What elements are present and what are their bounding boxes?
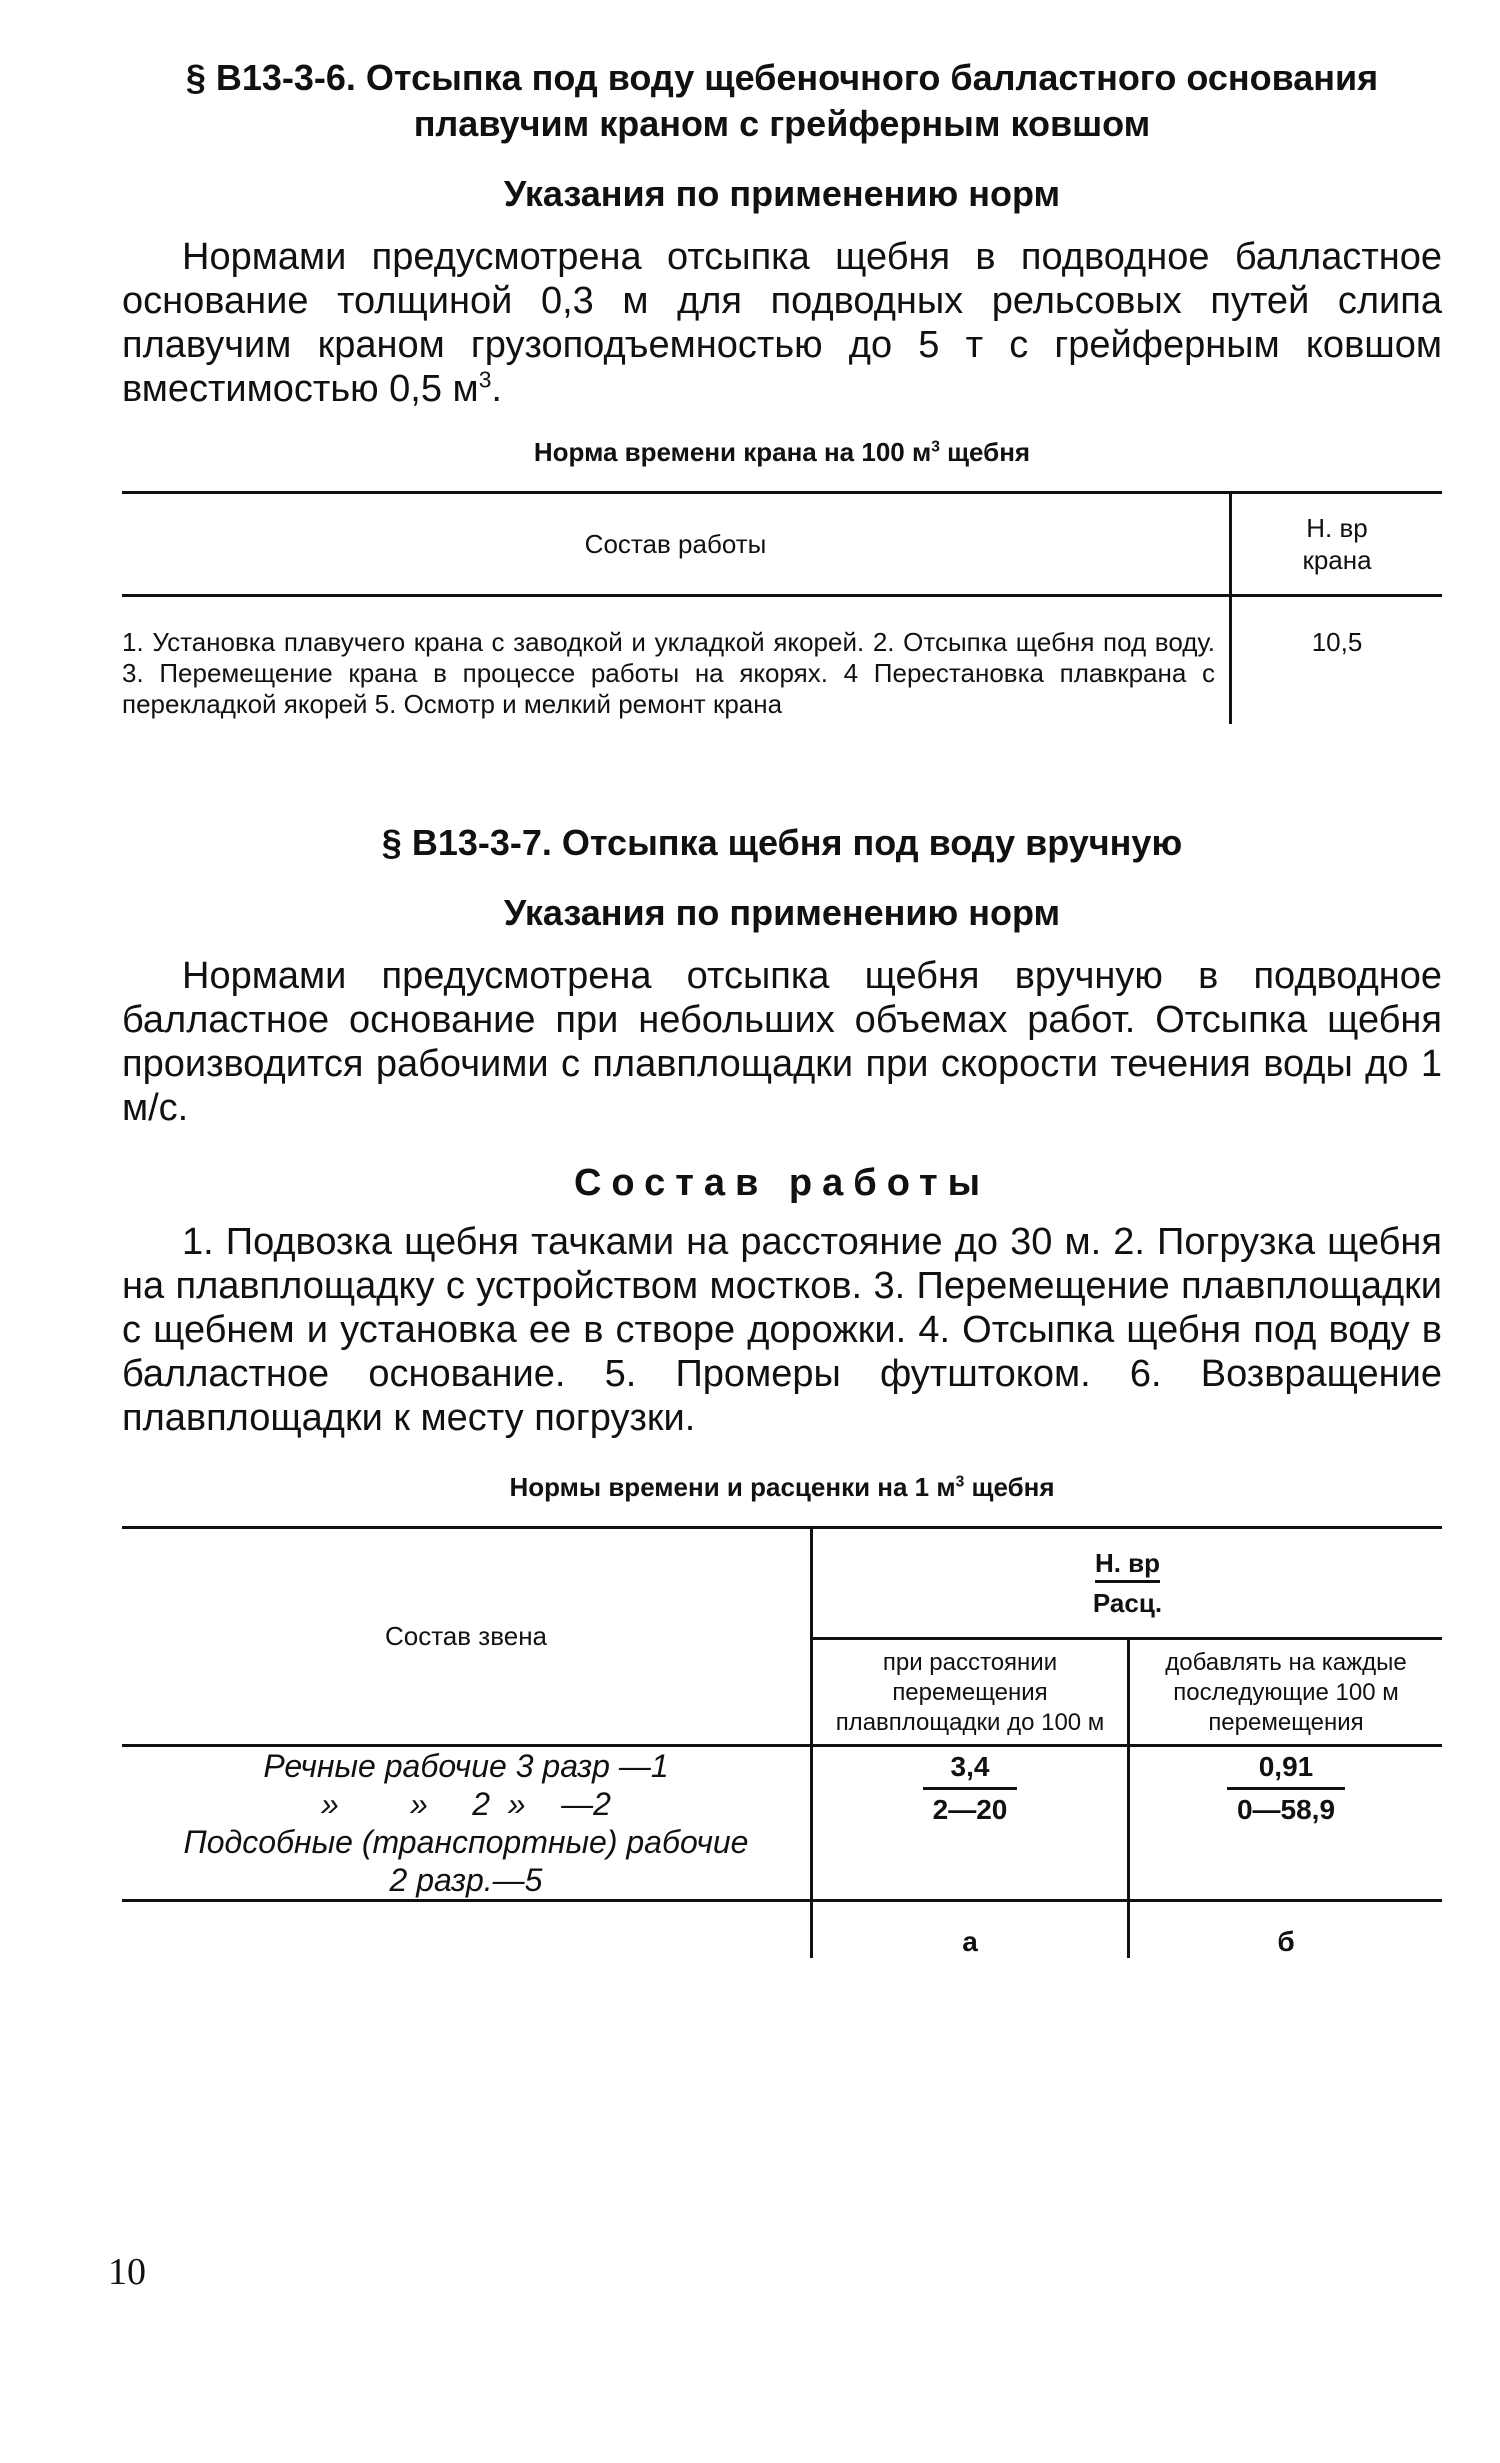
work-heading: Состав работы [573, 1162, 991, 1204]
work-composition-cell: 1. Установка плавучего крана с заводкой и укладкой якорей. 2. Отсыпка щебня под воду. 3. Перемещение крана в процессе работы на якорях. 4 Перестановка плавкрана с перекладкой якорей 5. Осмотр и мелкий ремонт крана [122, 596, 1231, 725]
value-b-cell: $\frac{0,91}{0—58,9}$ [1129, 1746, 1443, 1901]
table1-caption: Норма времени крана на 100 $м^3$ щебня [533, 437, 1031, 467]
section-title-b13-3-7: § В13-3-7. Отсыпка щебня под воду вручную [381, 822, 1183, 863]
section-title-b13-3-6: § В13-3-6. Отсыпка под воду щебеночного балластного основания плавучим краном с грейферным ковшом [185, 57, 1379, 144]
crane-time-header: Н. вр крана [1231, 493, 1443, 596]
crew-composition-cell: Речные рабочие 3 разр —1 » » 2 » —2 Подсобные (транспортные) рабочие 2 разр.—5 [122, 1746, 812, 1901]
work-paragraph: 1. Подвозка щебня тачками на расстояние до 30 м. 2. Погрузка щебня на плавплощадку с устройством мостков. 3. Перемещение плавплощадки с щебнем и установка ее в створе дорожки. 4. Отсыпка щебня под воду в балластное основание. 5. Промеры футштоком. 6. Возвращение плавплощадки к месту погрузки. [122, 1221, 1442, 1439]
manual-norm-table [122, 1526, 1442, 1958]
column-label-a: а [812, 1901, 1129, 1959]
norm-header: Н. вр Расц. [812, 1528, 1443, 1639]
section1-paragraph: Нормами предусмотрена отсыпка щебня в подводное балластное основание толщиной 0,3 м для подводных рельсовых путей слипа плавучим краном грузоподъемностью до 5 т с грейферным ковшом вместимостью 0,5 $м^3$. [122, 236, 1442, 410]
crane-norm-table [122, 491, 1442, 724]
table2-caption: Нормы времени и расценки на 1 $м^3$ щебня [509, 1472, 1055, 1502]
table-row [122, 596, 1442, 725]
value-a-cell: $\frac{3,4}{2—20}$ [812, 1746, 1129, 1901]
page-number: 10 [108, 2251, 146, 2293]
section1-subtitle: Указания по применению норм [503, 173, 1061, 214]
additional-100m-header: добавлять на каждые последующие 100 м перемещения [1129, 1639, 1443, 1746]
section2-paragraph: Нормами предусмотрена отсыпка щебня вручную в подводное балластное основание при небольших объемах работ. Отсыпка щебня производится рабочими с плавплощадки при скорости течения воды до 1 м/с. [122, 955, 1442, 1129]
work-composition-header: Состав работы [122, 493, 1231, 596]
crew-header: Состав звена [122, 1528, 812, 1746]
table-footer-row [122, 1901, 1442, 1959]
crane-time-value: 10,5 [1311, 627, 1363, 657]
distance-100m-header: при расстоянии перемещения плавплощадки до 100 м [812, 1639, 1129, 1746]
document-page [122, 55, 1442, 1958]
section2-subtitle: Указания по применению норм [503, 892, 1061, 933]
column-label-b: б [1277, 1926, 1295, 1957]
table-row [122, 1746, 1442, 1901]
